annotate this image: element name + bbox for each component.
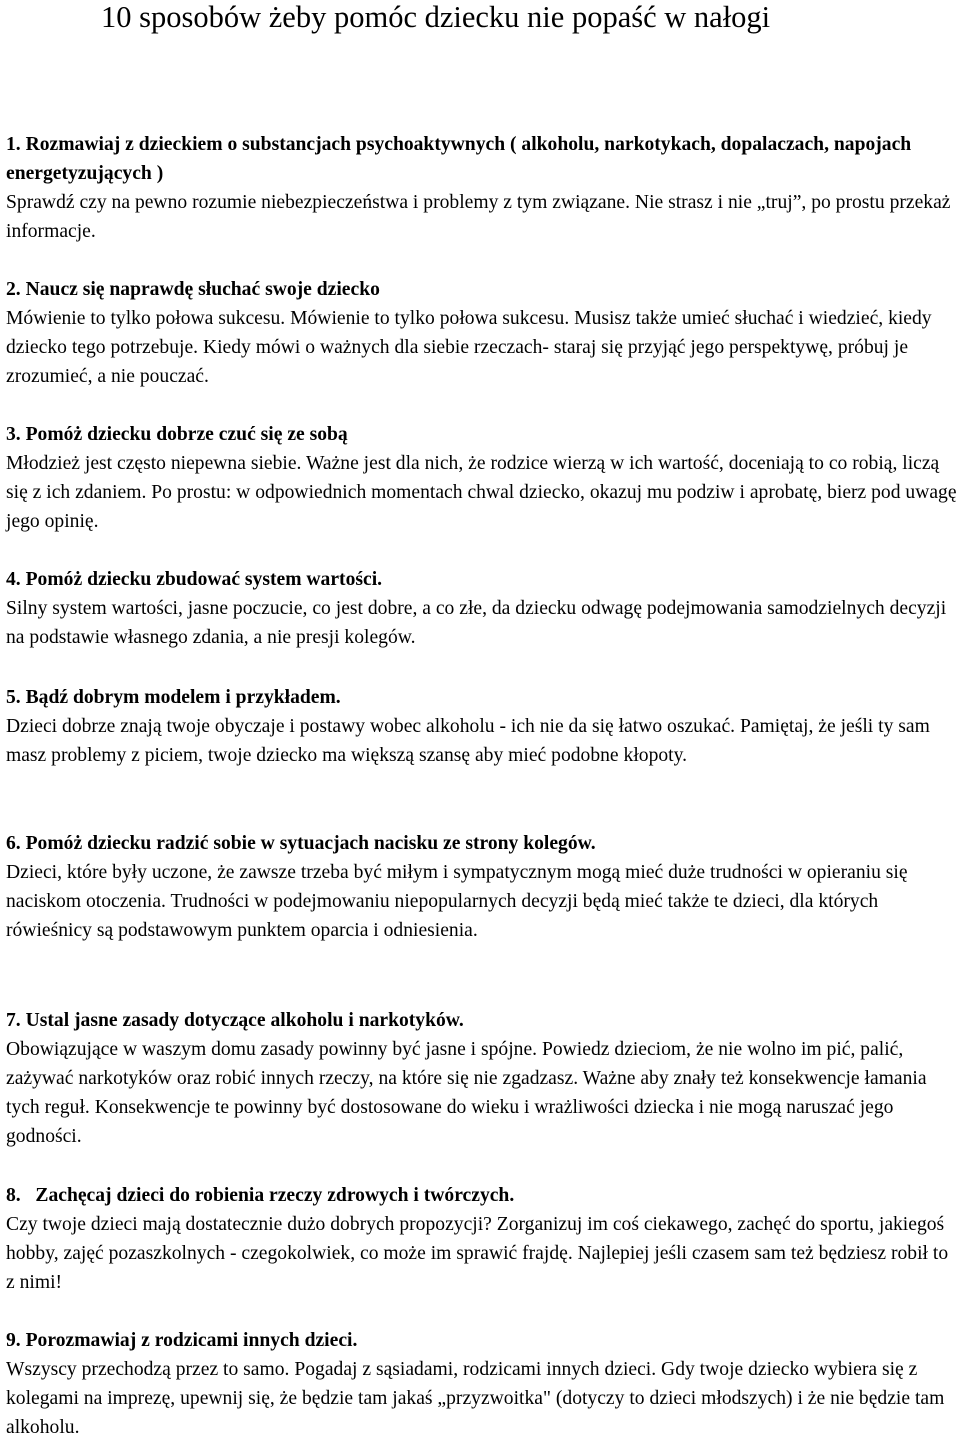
section-body: Czy twoje dzieci mają dostatecznie dużo dobrych propozycji? Zorganizuj im coś ciekawego, zachęć do sportu, jakiegoś hobby, zajęć pozaszkolnych - czegokolwiek, co może im sprawić frajdę. Najlepiej jeśli czasem sam też będziesz robił to z nimi! bbox=[6, 1214, 949, 1293]
section-6 bbox=[6, 829, 960, 945]
section-heading: 9. Porozmawiaj z rodzicami innych dzieci. bbox=[6, 1330, 358, 1351]
section-heading: 4. Pomóż dziecku zbudować system wartości. bbox=[6, 569, 383, 590]
section-8 bbox=[6, 1181, 960, 1297]
section-heading: 7. Ustal jasne zasady dotyczące alkoholu i narkotyków. bbox=[6, 1010, 464, 1031]
section-body: Obowiązujące w waszym domu zasady powinny być jasne i spójne. Powiedz dzieciom, że nie wolno im pić, palić, zażywać narkotyków oraz robić innych rzeczy, na które się nie zgadzasz. Ważne aby znały też konsekwencje łamania tych reguł. Konsekwencje te powinny być dostosowane do wieku i wrażliwości dziecka i nie mogą naruszać jego godności. bbox=[6, 1039, 927, 1147]
section-body: Sprawdź czy na pewno rozumie niebezpieczeństwa i problemy z tym związane. Nie strasz i nie „truj”, po prostu przekaż informacje. bbox=[6, 192, 951, 242]
section-body: Dzieci dobrze znają twoje obyczaje i postawy wobec alkoholu - ich nie da się łatwo oszukać. Pamiętaj, że jeśli ty sam masz problemy z piciem, twoje dziecko ma większą szansę aby mieć podobne kłopoty. bbox=[6, 716, 930, 766]
section-heading: 1. Rozmawiaj z dzieckiem o substancjach psychoaktywnych ( alkoholu, narkotykach, dopalaczach, napojach energetyzujących ) bbox=[6, 134, 912, 184]
section-body: Wszyscy przechodzą przez to samo. Pogadaj z sąsiadami, rodzicami innych dzieci. Gdy twoje dziecko wybiera się z kolegami na imprezę, upewnij się, że będzie tam jakaś „przyzwoitka" (dotyczy to dzieci młodszych) i że nie będzie tam alkoholu. bbox=[6, 1359, 945, 1438]
section-9 bbox=[6, 1326, 960, 1442]
section-body: Mówienie to tylko połowa sukcesu. Mówienie to tylko połowa sukcesu. Musisz także umieć słuchać i wiedzieć, kiedy dziecko tego potrzebuje. Kiedy mówi o ważnych dla siebie rzeczach- staraj się przyjąć jego perspektywę, próbuj je zrozumieć, a nie pouczać. bbox=[6, 308, 932, 387]
section-5 bbox=[6, 683, 960, 770]
section-heading: 2. Naucz się naprawdę słuchać swoje dziecko bbox=[6, 279, 380, 300]
section-3 bbox=[6, 420, 960, 536]
section-heading: 3. Pomóż dziecku dobrze czuć się ze sobą bbox=[6, 424, 348, 445]
section-body: Dzieci, które były uczone, że zawsze trzeba być miłym i sympatycznym mogą mieć duże trudności w opieraniu się naciskom otoczenia. Trudności w podejmowaniu niepopularnych decyzji będą mieć także te dzieci, dla których rówieśnicy są podstawowym punktem oparcia i odniesienia. bbox=[6, 862, 908, 941]
section-1 bbox=[6, 130, 960, 246]
section-body: Silny system wartości, jasne poczucie, co jest dobre, a co złe, da dziecku odwagę podejmowania samodzielnych decyzji na podstawie własnego zdania, a nie presji kolegów. bbox=[6, 598, 947, 648]
section-heading: 5. Bądź dobrym modelem i przykładem. bbox=[6, 687, 341, 708]
document-title: 10 sposobów żeby pomóc dziecku nie popaść w nałogi bbox=[101, 0, 771, 34]
section-heading: 8. Zachęcaj dzieci do robienia rzeczy zdrowych i twórczych. bbox=[6, 1185, 515, 1206]
section-4 bbox=[6, 565, 960, 652]
section-2 bbox=[6, 275, 960, 391]
section-7 bbox=[6, 1006, 960, 1151]
section-body: Młodzież jest często niepewna siebie. Ważne jest dla nich, że rodzice wierzą w ich wartość, doceniają to co robią, liczą się z ich zdaniem. Po prostu: w odpowiednich momentach chwal dziecko, okazuj mu podziw i aprobatę, bierz pod uwagę jego opinię. bbox=[6, 453, 957, 532]
section-heading: 6. Pomóż dziecku radzić sobie w sytuacjach nacisku ze strony kolegów. bbox=[6, 833, 596, 854]
